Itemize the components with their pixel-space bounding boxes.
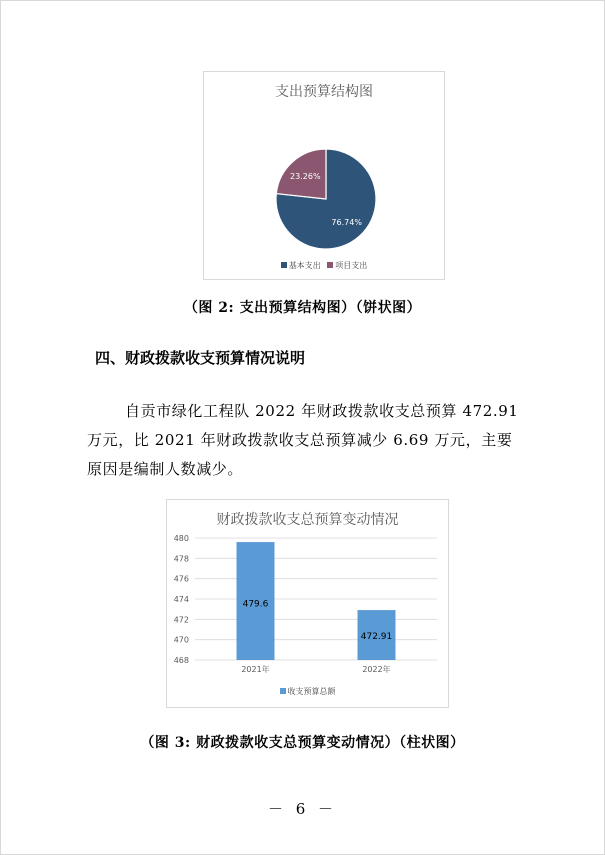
y-tick-label: 470 — [173, 635, 189, 645]
section-heading: 四、财政拨款收支预算情况说明 — [95, 349, 306, 367]
bar-data-label: 472.91 — [360, 632, 393, 643]
y-tick-label: 478 — [173, 554, 189, 564]
bar-chart-plot — [167, 500, 448, 680]
bar-chart-title: 财政拨款收支总预算变动情况 — [216, 512, 399, 528]
pie-data-label: 76.74% — [331, 218, 362, 228]
pie-data-label: 23.26% — [290, 171, 321, 181]
figure-3-caption: （图 3: 财政拨款收支总预算变动情况）（柱状图） — [140, 735, 465, 751]
legend-label-basic: 基本支出 — [288, 261, 321, 270]
pie-chart-plot — [204, 72, 444, 252]
y-tick-label: 480 — [173, 534, 189, 543]
paragraph-line-1: 自贡市绿化工程队 2022 年财政拨款收支总预算 472.91 — [125, 402, 519, 420]
pie-chart — [203, 71, 445, 280]
y-tick-label: 468 — [173, 656, 189, 665]
page-number: － 6 － — [267, 800, 338, 818]
figure-2-caption: （图 2: 支出预算结构图）（饼状图） — [183, 300, 422, 316]
legend-swatch-project — [327, 262, 333, 268]
y-tick-label: 476 — [173, 574, 189, 584]
pie-chart-legend — [204, 260, 444, 271]
legend-item-basic — [281, 261, 321, 270]
legend-label-project: 项目支出 — [335, 261, 368, 270]
x-tick-label: 2022年 — [362, 665, 391, 674]
x-tick-label: 2021年 — [241, 665, 270, 674]
legend-item-project — [327, 261, 367, 270]
legend-swatch-total — [280, 688, 286, 694]
legend-swatch-basic — [281, 262, 287, 268]
bar-chart — [166, 499, 449, 708]
y-tick-label: 472 — [173, 615, 189, 625]
paragraph-line-3: 原因是编制人数减少。 — [87, 460, 244, 478]
paragraph-line-2: 万元，比 2021 年财政拨款收支总预算减少 6.69 万元，主要 — [87, 431, 513, 449]
pie-chart-title: 支出预算结构图 — [275, 84, 373, 100]
y-tick-label: 474 — [173, 595, 189, 604]
bar-data-label: 479.6 — [242, 599, 269, 610]
bar-chart-legend — [167, 686, 448, 697]
legend-item-total — [280, 687, 336, 696]
legend-label-total: 收支预算总额 — [287, 687, 336, 696]
